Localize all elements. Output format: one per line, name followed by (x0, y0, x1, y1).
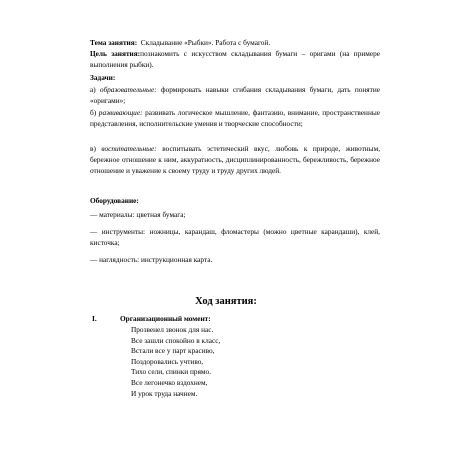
poem-line: Тихо сели, спинки прямо. (131, 367, 212, 377)
poem-line: Прозвенел звонок для нас. (131, 325, 214, 334)
task-c-prefix: в) (90, 144, 96, 153)
equipment-heading-line (90, 195, 380, 206)
equipment-list (90, 209, 380, 265)
topic-label: Тема занятия: (90, 38, 138, 47)
task-b (90, 107, 380, 129)
task-a-text: формировать навыки сгибания складывания бумаги, дать понятие «оригами»; (90, 85, 380, 105)
goal-label: Цель занятия: (90, 49, 141, 58)
task-b-text: развивать логическое мышление, фантазию, внимание, пространственные представления, исполнительские умения и творческие способности; (90, 108, 380, 128)
org-moment-number: I. (92, 314, 97, 323)
org-moment-heading (92, 313, 211, 324)
equipment-item: — наглядность: инструкционная карта. (90, 255, 213, 264)
poem-line: Поздоровались учтиво, (131, 356, 204, 366)
topic-line (90, 37, 380, 48)
task-a (90, 84, 380, 106)
org-moment-title: Организационный момент: (120, 314, 211, 323)
goal-text: познакомить с искусством складывания бумаги – оригами (на примере выполнения рыбки). (90, 49, 380, 69)
equipment-item: — материалы: цветная бумага; (90, 210, 186, 219)
task-b-label: развивающие: (98, 108, 143, 117)
goal-paragraph (90, 48, 380, 70)
poem-line: И урок труда начнем. (131, 388, 198, 398)
equipment-heading: Оборудование: (90, 196, 139, 205)
task-c (90, 143, 380, 176)
task-c-label: воспитательные: (101, 144, 157, 153)
task-c-text: воспитывать эстетический вкус, любовь к природе, животным, бережное отношение к ним, аккуратность, дисциплинированность, бережливость, бережное отношение и уважение к своему труду и труду других людей. (90, 144, 381, 175)
poem-line: Все легонечко вздохнем, (131, 377, 208, 387)
poem-line: Встали все у парт красиво, (131, 346, 215, 356)
course-title: Ход занятия: (195, 296, 257, 307)
poem-line: Все зашли спокойно в класс, (131, 335, 221, 345)
tasks-heading: Задачи: (90, 73, 116, 82)
poem (131, 325, 220, 399)
equipment-item: — инструменты: ножницы, карандаш, фломастеры (можно цветные карандаши), клей, кисточка; (90, 227, 380, 247)
tasks-heading-line (90, 72, 380, 83)
task-a-prefix: а) (90, 85, 96, 94)
task-a-label: образовательные: (99, 85, 157, 94)
topic-text: Складывание «Рыбки». Работа с бумагой. (140, 38, 271, 47)
task-b-prefix: б) (90, 108, 97, 117)
